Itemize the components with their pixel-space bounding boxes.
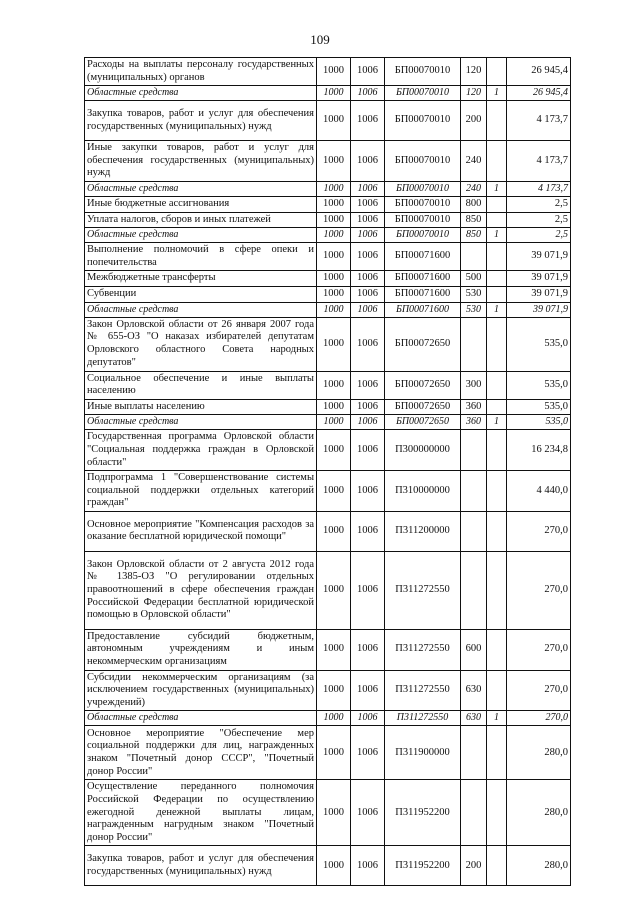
expense-type-code: 850 [461, 212, 487, 228]
funding-source-code [487, 726, 507, 780]
target-article-code: БП00071600 [385, 243, 461, 271]
subsection-code: 1006 [351, 711, 385, 726]
amount: 535,0 [507, 399, 571, 415]
amount: 280,0 [507, 726, 571, 780]
table-row [85, 286, 571, 302]
table-row [85, 670, 571, 711]
expense-type-code: 600 [461, 629, 487, 670]
chapter-code: 1000 [317, 286, 351, 302]
table-row [85, 317, 571, 371]
table-row [85, 243, 571, 271]
expense-type-code: 360 [461, 415, 487, 430]
row-name: Иные выплаты населению [85, 399, 317, 415]
chapter-code: 1000 [317, 302, 351, 317]
budget-table [84, 57, 571, 886]
amount: 4 440,0 [507, 471, 571, 512]
subsection-code: 1006 [351, 302, 385, 317]
row-name: Выполнение полномочий в сфере опеки и попечительства [85, 243, 317, 271]
chapter-code: 1000 [317, 471, 351, 512]
funding-source-code [487, 317, 507, 371]
amount: 16 234,8 [507, 430, 571, 471]
chapter-code: 1000 [317, 181, 351, 196]
amount: 39 071,9 [507, 271, 571, 287]
target-article-code: П311200000 [385, 511, 461, 551]
funding-source-code [487, 780, 507, 846]
target-article-code: БП00070010 [385, 196, 461, 212]
funding-source-code: 1 [487, 302, 507, 317]
expense-type-code: 800 [461, 196, 487, 212]
amount: 270,0 [507, 511, 571, 551]
amount: 270,0 [507, 629, 571, 670]
funding-source-code [487, 271, 507, 287]
expense-type-code: 630 [461, 711, 487, 726]
funding-source-code [487, 629, 507, 670]
funding-source-code: 1 [487, 181, 507, 196]
amount: 270,0 [507, 551, 571, 629]
table-row-regional-funds [85, 302, 571, 317]
table-row [85, 471, 571, 512]
expense-type-code: 530 [461, 286, 487, 302]
funding-source-code: 1 [487, 711, 507, 726]
expense-type-code [461, 317, 487, 371]
expense-type-code: 630 [461, 670, 487, 711]
chapter-code: 1000 [317, 726, 351, 780]
subsection-code: 1006 [351, 243, 385, 271]
expense-type-code: 240 [461, 141, 487, 182]
row-name: Иные бюджетные ассигнования [85, 196, 317, 212]
subsection-code: 1006 [351, 101, 385, 141]
subsection-code: 1006 [351, 86, 385, 101]
row-name: Подпрограмма 1 "Совершенствование системы социальной поддержки отдельных категорий граждан" [85, 471, 317, 512]
funding-source-code: 1 [487, 86, 507, 101]
table-row [85, 511, 571, 551]
funding-source-code [487, 141, 507, 182]
table-row-regional-funds [85, 86, 571, 101]
table-row [85, 196, 571, 212]
amount: 270,0 [507, 711, 571, 726]
table-row [85, 551, 571, 629]
row-name: Областные средства [85, 415, 317, 430]
expense-type-code: 360 [461, 399, 487, 415]
page-number: 109 [310, 32, 330, 47]
funding-source-code [487, 58, 507, 86]
target-article-code: БП00070010 [385, 86, 461, 101]
target-article-code: БП00071600 [385, 271, 461, 287]
expense-type-code: 500 [461, 271, 487, 287]
chapter-code: 1000 [317, 243, 351, 271]
expense-type-code [461, 726, 487, 780]
funding-source-code [487, 101, 507, 141]
subsection-code: 1006 [351, 511, 385, 551]
target-article-code: П311272550 [385, 711, 461, 726]
chapter-code: 1000 [317, 228, 351, 243]
row-name: Областные средства [85, 302, 317, 317]
subsection-code: 1006 [351, 415, 385, 430]
chapter-code: 1000 [317, 317, 351, 371]
subsection-code: 1006 [351, 228, 385, 243]
funding-source-code [487, 371, 507, 399]
subsection-code: 1006 [351, 286, 385, 302]
table-row-regional-funds [85, 415, 571, 430]
expense-type-code: 240 [461, 181, 487, 196]
subsection-code: 1006 [351, 726, 385, 780]
target-article-code: БП00071600 [385, 286, 461, 302]
chapter-code: 1000 [317, 711, 351, 726]
row-name: Субсидии некоммерческим организациям (за исключением государственных (муниципальных) учреждений) [85, 670, 317, 711]
table-row [85, 780, 571, 846]
amount: 39 071,9 [507, 302, 571, 317]
row-name: Иные закупки товаров, работ и услуг для обеспечения государственных (муниципальных) нужд [85, 141, 317, 182]
subsection-code: 1006 [351, 846, 385, 886]
target-article-code: П311900000 [385, 726, 461, 780]
table-row [85, 271, 571, 287]
subsection-code: 1006 [351, 430, 385, 471]
row-name: Областные средства [85, 711, 317, 726]
subsection-code: 1006 [351, 551, 385, 629]
amount: 26 945,4 [507, 86, 571, 101]
funding-source-code: 1 [487, 415, 507, 430]
amount: 535,0 [507, 415, 571, 430]
amount: 2,5 [507, 212, 571, 228]
amount: 39 071,9 [507, 243, 571, 271]
target-article-code: БП00070010 [385, 212, 461, 228]
chapter-code: 1000 [317, 212, 351, 228]
funding-source-code [487, 551, 507, 629]
row-name: Предоставление субсидий бюджетным, автономным учреждениям и иным некоммерческим организациям [85, 629, 317, 670]
target-article-code: П311272550 [385, 551, 461, 629]
table-row [85, 846, 571, 886]
funding-source-code [487, 846, 507, 886]
target-article-code: БП00070010 [385, 101, 461, 141]
expense-type-code: 120 [461, 86, 487, 101]
target-article-code: П311952200 [385, 846, 461, 886]
target-article-code: П311272550 [385, 670, 461, 711]
row-name: Субвенции [85, 286, 317, 302]
chapter-code: 1000 [317, 58, 351, 86]
subsection-code: 1006 [351, 471, 385, 512]
chapter-code: 1000 [317, 86, 351, 101]
subsection-code: 1006 [351, 141, 385, 182]
chapter-code: 1000 [317, 271, 351, 287]
chapter-code: 1000 [317, 511, 351, 551]
target-article-code: БП00070010 [385, 141, 461, 182]
target-article-code: П311952200 [385, 780, 461, 846]
expense-type-code: 120 [461, 58, 487, 86]
expense-type-code [461, 780, 487, 846]
row-name: Межбюджетные трансферты [85, 271, 317, 287]
row-name: Государственная программа Орловской области "Социальная поддержка граждан в Орловской области" [85, 430, 317, 471]
row-name: Осуществление переданного полномочия Российской Федерации по осуществлению ежегодной денежной выплаты лицам, награжденным нагрудным знаком "Почетный донор России" [85, 780, 317, 846]
amount: 26 945,4 [507, 58, 571, 86]
chapter-code: 1000 [317, 551, 351, 629]
expense-type-code [461, 430, 487, 471]
row-name: Областные средства [85, 86, 317, 101]
target-article-code: БП00070010 [385, 228, 461, 243]
funding-source-code [487, 212, 507, 228]
expense-type-code: 200 [461, 846, 487, 886]
table-row [85, 371, 571, 399]
target-article-code: П300000000 [385, 430, 461, 471]
subsection-code: 1006 [351, 780, 385, 846]
table-row [85, 430, 571, 471]
expense-type-code [461, 471, 487, 512]
funding-source-code [487, 399, 507, 415]
funding-source-code [487, 243, 507, 271]
chapter-code: 1000 [317, 399, 351, 415]
target-article-code: БП00070010 [385, 181, 461, 196]
table-row [85, 58, 571, 86]
expense-type-code [461, 511, 487, 551]
row-name: Основное мероприятие "Компенсация расходов за оказание бесплатной юридической помощи" [85, 511, 317, 551]
chapter-code: 1000 [317, 415, 351, 430]
chapter-code: 1000 [317, 629, 351, 670]
expense-type-code [461, 243, 487, 271]
amount: 4 173,7 [507, 101, 571, 141]
budget-table-body [85, 58, 571, 886]
subsection-code: 1006 [351, 212, 385, 228]
target-article-code: БП00072650 [385, 371, 461, 399]
expense-type-code [461, 551, 487, 629]
target-article-code: БП00070010 [385, 58, 461, 86]
target-article-code: П310000000 [385, 471, 461, 512]
row-name: Областные средства [85, 181, 317, 196]
expense-type-code: 300 [461, 371, 487, 399]
subsection-code: 1006 [351, 271, 385, 287]
amount: 39 071,9 [507, 286, 571, 302]
funding-source-code: 1 [487, 228, 507, 243]
table-row-regional-funds [85, 228, 571, 243]
amount: 280,0 [507, 846, 571, 886]
subsection-code: 1006 [351, 371, 385, 399]
subsection-code: 1006 [351, 629, 385, 670]
table-row [85, 726, 571, 780]
amount: 2,5 [507, 228, 571, 243]
subsection-code: 1006 [351, 181, 385, 196]
table-row [85, 399, 571, 415]
chapter-code: 1000 [317, 670, 351, 711]
target-article-code: БП00071600 [385, 302, 461, 317]
amount: 4 173,7 [507, 141, 571, 182]
row-name: Основное мероприятие "Обеспечение мер социальной поддержки для лиц, награжденных знаком "Почетный донор СССР", "Почетный донор России" [85, 726, 317, 780]
subsection-code: 1006 [351, 58, 385, 86]
row-name: Социальное обеспечение и иные выплаты населению [85, 371, 317, 399]
chapter-code: 1000 [317, 101, 351, 141]
table-row [85, 141, 571, 182]
row-name: Расходы на выплаты персоналу государственных (муниципальных) органов [85, 58, 317, 86]
chapter-code: 1000 [317, 780, 351, 846]
row-name: Областные средства [85, 228, 317, 243]
expense-type-code: 200 [461, 101, 487, 141]
amount: 280,0 [507, 780, 571, 846]
amount: 2,5 [507, 196, 571, 212]
table-row-regional-funds [85, 181, 571, 196]
amount: 270,0 [507, 670, 571, 711]
chapter-code: 1000 [317, 846, 351, 886]
table-row [85, 101, 571, 141]
row-name: Закон Орловской области от 26 января 2007 года № 655-ОЗ "О наказах избирателей депутатам Орловского областного Совета народных депутатов" [85, 317, 317, 371]
table-row [85, 629, 571, 670]
target-article-code: БП00072650 [385, 317, 461, 371]
table-row [85, 212, 571, 228]
amount: 535,0 [507, 317, 571, 371]
subsection-code: 1006 [351, 670, 385, 711]
funding-source-code [487, 286, 507, 302]
row-name: Закон Орловской области от 2 августа 2012 года № 1385-ОЗ "О регулировании отдельных правоотношений в сфере обеспечения граждан Российской Федерации бесплатной юридической помощью в Орловской области" [85, 551, 317, 629]
table-row-regional-funds [85, 711, 571, 726]
chapter-code: 1000 [317, 141, 351, 182]
amount: 535,0 [507, 371, 571, 399]
expense-type-code: 530 [461, 302, 487, 317]
chapter-code: 1000 [317, 371, 351, 399]
amount: 4 173,7 [507, 181, 571, 196]
target-article-code: БП00072650 [385, 415, 461, 430]
funding-source-code [487, 430, 507, 471]
row-name: Закупка товаров, работ и услуг для обеспечения государственных (муниципальных) нужд [85, 101, 317, 141]
expense-type-code: 850 [461, 228, 487, 243]
funding-source-code [487, 471, 507, 512]
funding-source-code [487, 196, 507, 212]
subsection-code: 1006 [351, 399, 385, 415]
row-name: Уплата налогов, сборов и иных платежей [85, 212, 317, 228]
funding-source-code [487, 670, 507, 711]
row-name: Закупка товаров, работ и услуг для обеспечения государственных (муниципальных) нужд [85, 846, 317, 886]
chapter-code: 1000 [317, 196, 351, 212]
funding-source-code [487, 511, 507, 551]
subsection-code: 1006 [351, 317, 385, 371]
chapter-code: 1000 [317, 430, 351, 471]
target-article-code: БП00072650 [385, 399, 461, 415]
target-article-code: П311272550 [385, 629, 461, 670]
subsection-code: 1006 [351, 196, 385, 212]
